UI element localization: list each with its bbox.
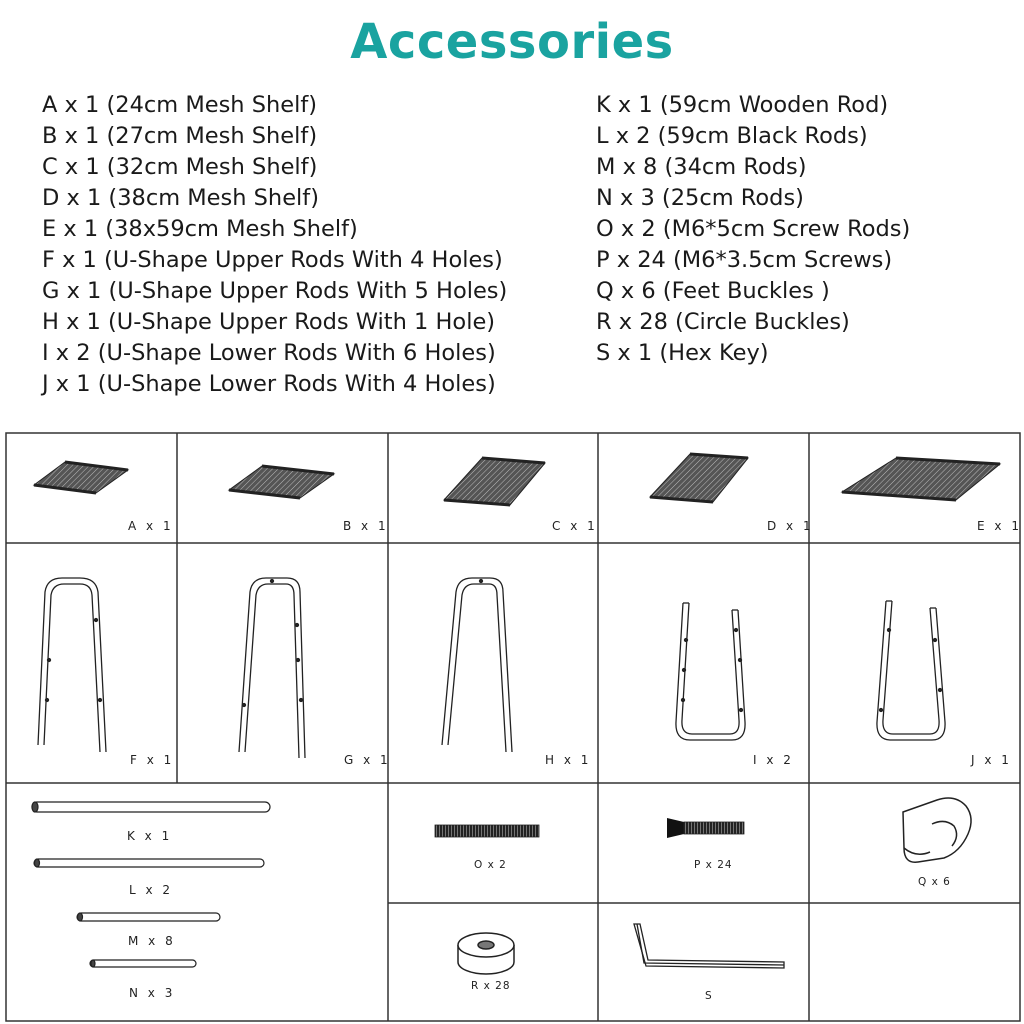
caption-h: H x 1 (545, 753, 592, 767)
list-item: Q x 6 (Feet Buckles ) (596, 278, 830, 304)
caption-e: E x 1 (977, 519, 1022, 533)
caption-g: G x 1 (344, 753, 391, 767)
caption-s: S (705, 990, 713, 1002)
list-item: E x 1 (38x59cm Mesh Shelf) (42, 216, 358, 242)
list-item: P x 24 (M6*3.5cm Screws) (596, 247, 893, 273)
u-rod-h-illustration (442, 578, 512, 752)
feet-buckle-q-illustration (903, 798, 971, 862)
circle-buckle-r-illustration (458, 933, 514, 974)
list-item: M x 8 (34cm Rods) (596, 154, 807, 180)
shelf-a-illustration (34, 462, 128, 493)
list-item: R x 28 (Circle Buckles) (596, 309, 850, 335)
caption-p: P x 24 (694, 859, 733, 871)
caption-m: M x 8 (128, 934, 176, 948)
caption-b: B x 1 (343, 519, 389, 533)
list-item: J x 1 (U-Shape Lower Rods With 4 Holes) (42, 371, 496, 397)
rod-l-illustration (34, 859, 264, 867)
list-item: D x 1 (38cm Mesh Shelf) (42, 185, 319, 211)
list-item: K x 1 (59cm Wooden Rod) (596, 92, 889, 118)
shelf-b-illustration (229, 466, 334, 498)
page-title: Accessories (350, 14, 674, 70)
caption-q: Q x 6 (918, 876, 951, 888)
list-item: I x 2 (U-Shape Lower Rods With 6 Holes) (42, 340, 496, 366)
u-rod-j-illustration (877, 601, 945, 740)
list-item: S x 1 (Hex Key) (596, 340, 769, 366)
list-item: N x 3 (25cm Rods) (596, 185, 804, 211)
screw-rod-o-illustration (435, 825, 539, 837)
caption-k: K x 1 (127, 829, 173, 843)
u-rod-f-illustration (38, 578, 106, 752)
rod-n-illustration (90, 960, 196, 967)
list-item: G x 1 (U-Shape Upper Rods With 5 Holes) (42, 278, 508, 304)
caption-d: D x 1 (767, 519, 814, 533)
list-item: A x 1 (24cm Mesh Shelf) (42, 92, 318, 118)
shelf-e-illustration (842, 458, 1000, 500)
caption-f: F x 1 (130, 753, 175, 767)
caption-n: N x 3 (129, 986, 176, 1000)
screw-p-illustration (667, 818, 744, 838)
list-item: L x 2 (59cm Black Rods) (596, 123, 868, 149)
list-item: C x 1 (32cm Mesh Shelf) (42, 154, 318, 180)
rod-m-illustration (77, 913, 220, 921)
caption-a: A x 1 (128, 519, 174, 533)
list-item: H x 1 (U-Shape Upper Rods With 1 Hole) (42, 309, 496, 335)
list-item: F x 1 (U-Shape Upper Rods With 4 Holes) (42, 247, 503, 273)
u-rod-g-illustration (239, 578, 305, 758)
shelf-c-illustration (444, 458, 545, 505)
rod-k-illustration (32, 802, 270, 812)
shelf-d-illustration (650, 454, 748, 502)
list-item: B x 1 (27cm Mesh Shelf) (42, 123, 318, 149)
caption-l: L x 2 (129, 883, 174, 897)
caption-i: I x 2 (753, 753, 794, 767)
caption-c: C x 1 (552, 519, 598, 533)
u-rod-i-illustration (676, 603, 745, 740)
caption-r: R x 28 (471, 980, 511, 992)
caption-j: J x 1 (971, 753, 1012, 767)
caption-o: O x 2 (474, 859, 507, 871)
list-item: O x 2 (M6*5cm Screw Rods) (596, 216, 911, 242)
hex-key-s-illustration (634, 924, 784, 968)
